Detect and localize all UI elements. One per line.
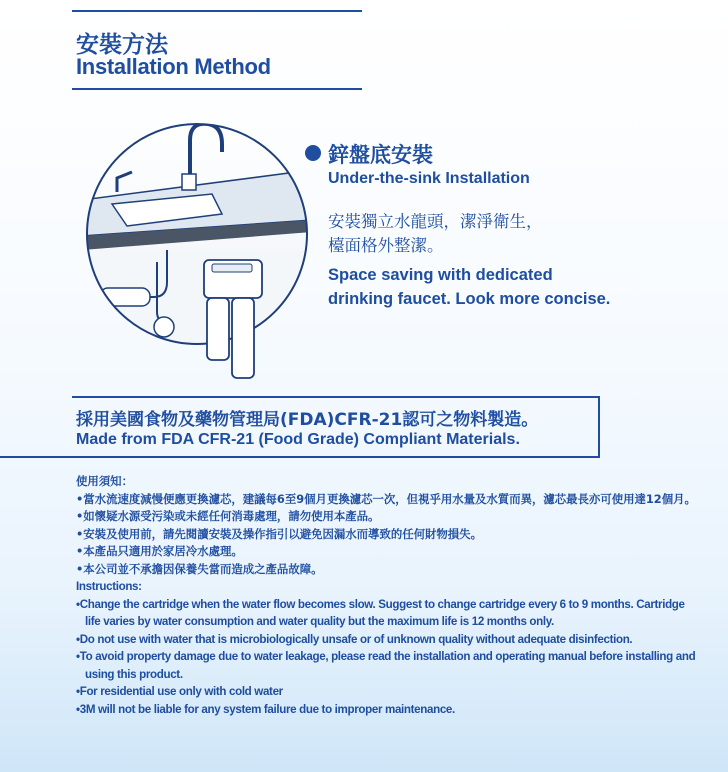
- notes-heading-zh: 使用須知：: [76, 474, 133, 488]
- note-item-en: • Do not use with water that is microbiologically unsafe or of unknown quality without adequate disinfection.: [76, 631, 696, 649]
- page-title-zh: 安裝方法: [76, 32, 168, 58]
- note-item-zh: • 當水流速度減慢便應更換濾芯，建議每6至9個月更換濾芯一次，但視乎用水量及水質而異，濾芯最長亦可使用達12個月。: [76, 491, 696, 509]
- fda-statement-zh: 採用美國食物及藥物管理局(FDA)CFR-21認可之物料製造。: [76, 410, 539, 430]
- description-zh-line: 安裝獨立水龍頭，潔淨衛生，: [328, 212, 543, 231]
- section-title-en: Under-the-sink Installation: [328, 170, 530, 187]
- notes-heading-en: Instructions:: [76, 580, 142, 593]
- note-item-en: • Change the cartridge when the water flow becomes slow. Suggest to change cartridge every 6 to 9 months. Cartridge life varies by water consumption and water quality but the maximum life is 12 months only.: [76, 596, 696, 631]
- description-en-line: drinking faucet. Look more concise.: [328, 290, 611, 308]
- section-description-zh: [328, 210, 628, 258]
- note-item-en: • To avoid property damage due to water leakage, please read the installation and operating manual before installing and using this product.: [76, 648, 696, 683]
- note-item-zh: • 如懷疑水源受污染或未經任何消毒處理，請勿使用本產品。: [76, 508, 696, 526]
- description-zh-line: 檯面格外整潔。: [328, 236, 444, 255]
- fda-statement-en: Made from FDA CFR-21 (Food Grade) Compliant Materials.: [76, 431, 520, 448]
- section-title-zh: 鋅盤底安裝: [328, 143, 433, 167]
- header-bottom-rule: [72, 88, 362, 90]
- section-description-en: [328, 263, 648, 311]
- usage-notes: [76, 473, 696, 718]
- fda-top-rule: [72, 396, 600, 398]
- fda-right-rule: [598, 396, 600, 458]
- under-sink-illustration: [72, 112, 312, 387]
- description-en-line: Space saving with dedicated: [328, 266, 553, 284]
- header-top-rule: [72, 10, 362, 12]
- section-bullet: [305, 145, 321, 161]
- note-item-zh: • 本產品只適用於家居冷水處理。: [76, 543, 696, 561]
- fda-bottom-rule: [0, 456, 600, 458]
- note-item-en: • 3M will not be liable for any system failure due to improper maintenance.: [76, 701, 696, 719]
- note-item-en: • For residential use only with cold water: [76, 683, 696, 701]
- note-item-zh: • 安裝及使用前，請先閱讀安裝及操作指引以避免因漏水而導致的任何財物損失。: [76, 526, 696, 544]
- page-title-en: Installation Method: [76, 54, 271, 79]
- note-item-zh: • 本公司並不承擔因保養失當而造成之產品故障。: [76, 561, 696, 579]
